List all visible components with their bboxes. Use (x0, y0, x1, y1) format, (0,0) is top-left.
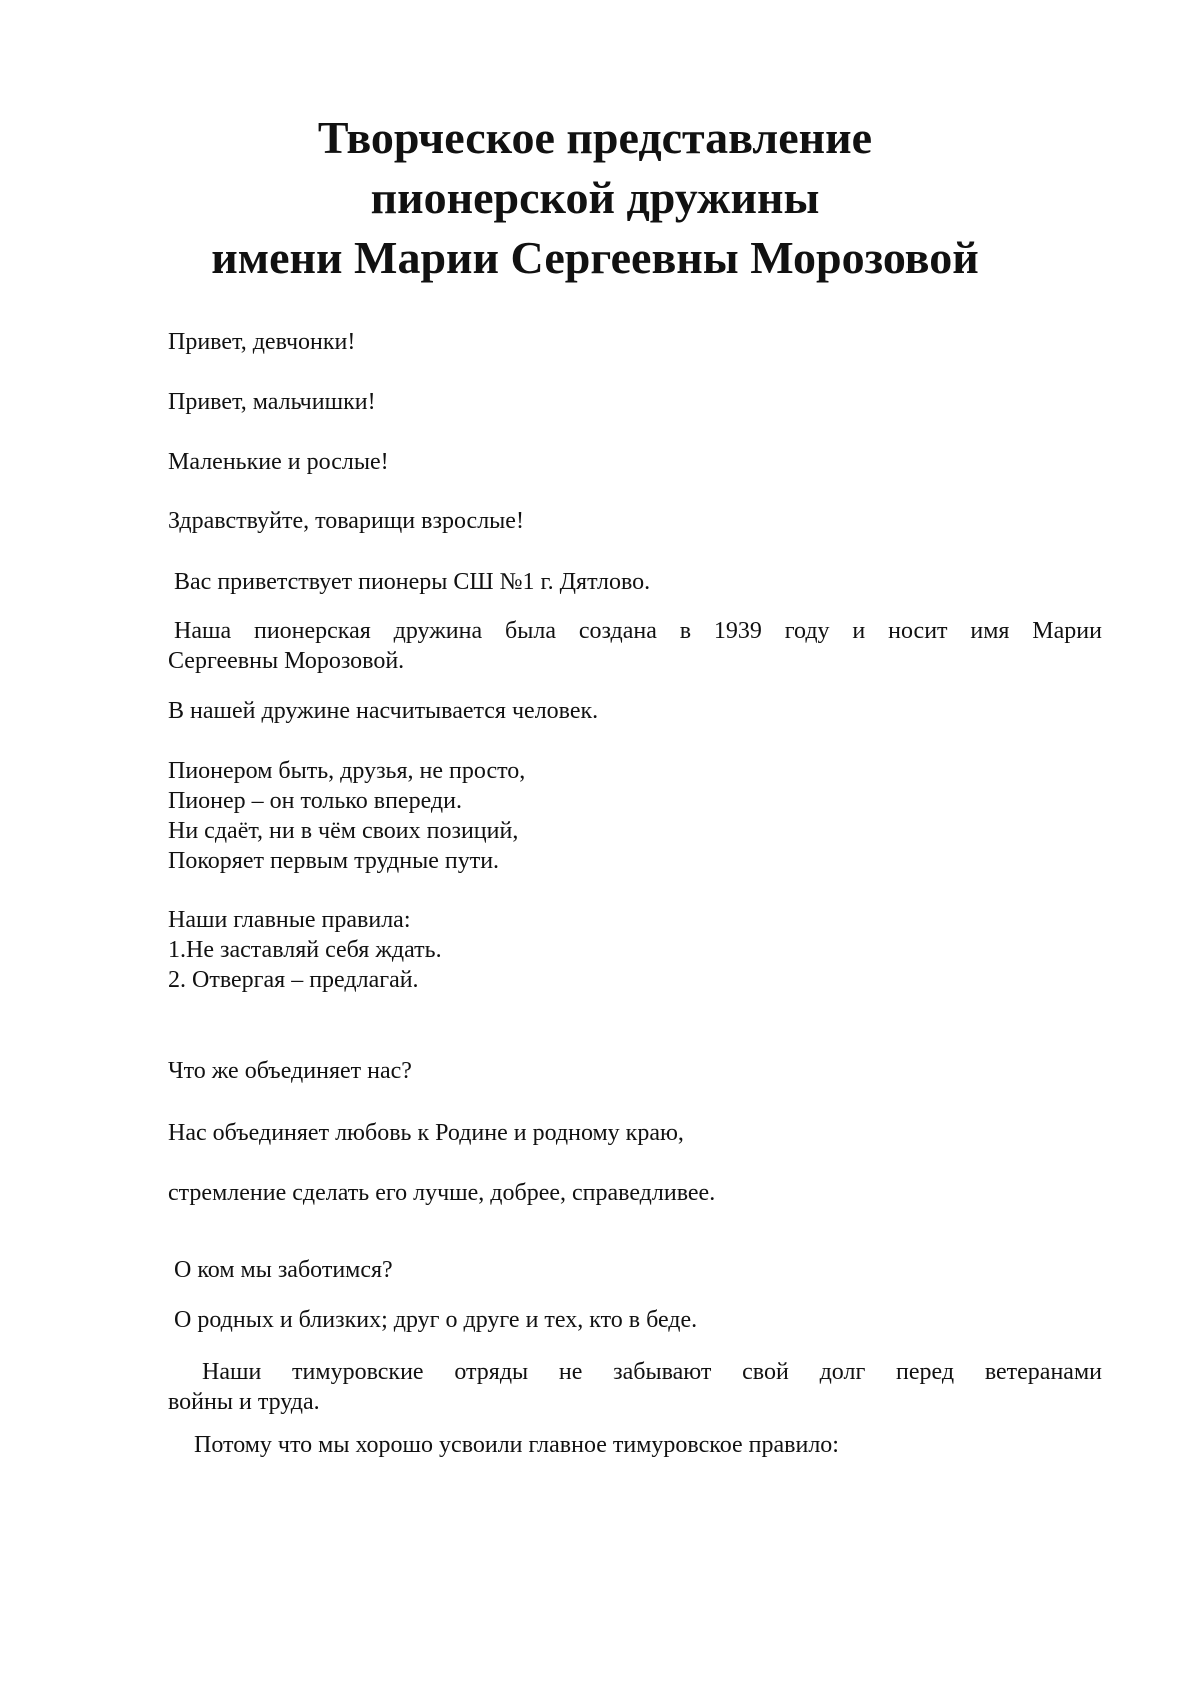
founded-line-2: Сергеевны Морозовой. (168, 648, 405, 674)
rules-heading: Наши главные правила: (168, 907, 411, 933)
care-answer: О родных и близких; друг о друге и тех, кто в беде. (174, 1307, 698, 1333)
unite-answer-2: стремление сделать его лучше, добрее, справедливее. (168, 1180, 716, 1206)
unite-answer-1: Нас объединяет любовь к Родине и родному краю, (168, 1120, 684, 1146)
founded-paragraph (168, 616, 1102, 676)
greeting-small-tall: Маленькие и рослые! (168, 449, 389, 475)
greeting-girls: Привет, девчонки! (168, 329, 356, 355)
timur-rule: Потому что мы хорошо усвоили главное тимуровское правило: (194, 1432, 839, 1458)
title-line-3: имени Марии Сергеевны Морозовой (211, 232, 979, 283)
poem-line-3: Ни сдаёт, ни в чём своих позиций, (168, 818, 519, 844)
timur-line-2: войны и труда. (168, 1389, 320, 1415)
rule-item-2: 2. Отвергая – предлагай. (168, 967, 419, 993)
title-line-2: пионерской дружины (370, 172, 820, 223)
greeting-boys: Привет, мальчишки! (168, 389, 376, 415)
unite-question: Что же объединяет нас? (168, 1058, 412, 1084)
poem-line-2: Пионер – он только впереди. (168, 788, 462, 814)
founded-line-1: Наша пионерская дружина была создана в 1939 году и носит имя Марии (174, 618, 1102, 644)
poem-line-4: Покоряет первым трудные пути. (168, 848, 500, 874)
title-line-1: Творческое представление (317, 112, 873, 163)
poem-line-1: Пионером быть, друзья, не просто, (168, 758, 526, 784)
care-question: О ком мы заботимся? (174, 1257, 393, 1283)
welcome-text: Вас приветствует пионеры СШ №1 г. Дятлово. (174, 569, 651, 595)
timur-paragraph (168, 1357, 1102, 1417)
greeting-adults: Здравствуйте, товарищи взрослые! (168, 508, 524, 534)
timur-line-1: Наши тимуровские отряды не забывают свой долг перед ветеранами (202, 1359, 1102, 1385)
rule-item-1: 1.Не заставляй себя ждать. (168, 937, 442, 963)
page-title (0, 108, 1190, 288)
member-count: В нашей дружине насчитывается человек. (168, 698, 599, 724)
